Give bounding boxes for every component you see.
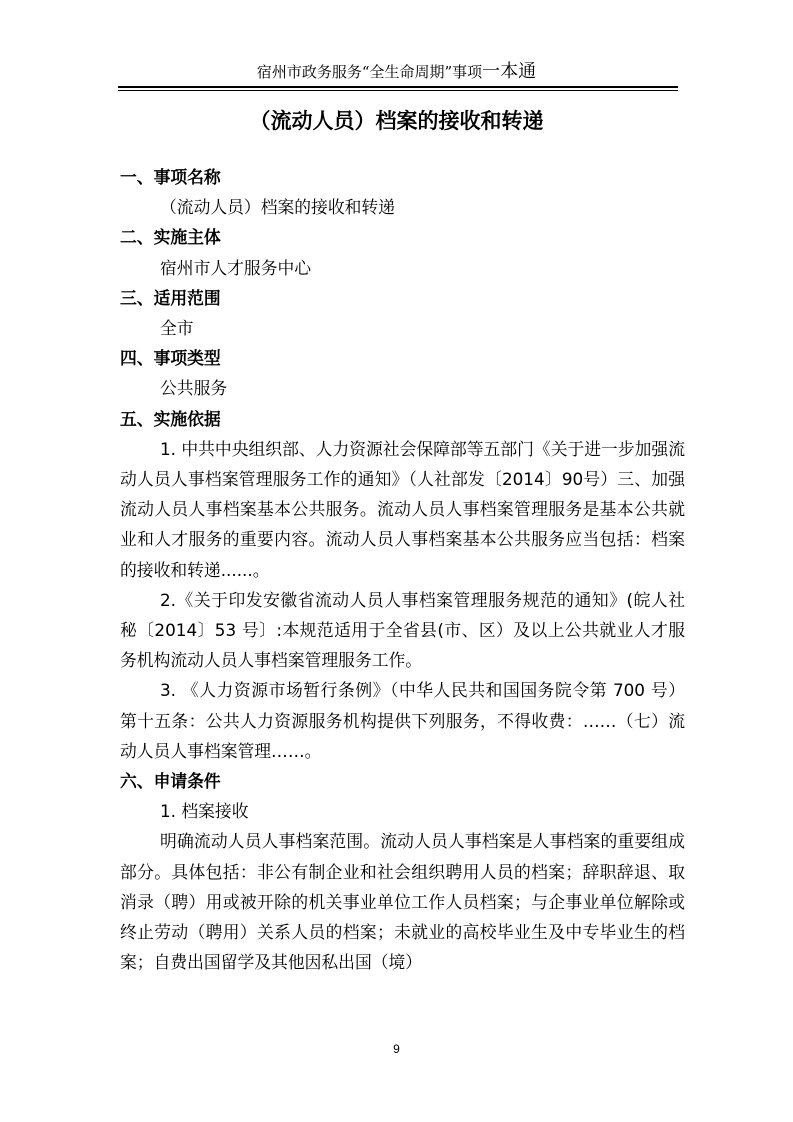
header-rule-thick (118, 86, 678, 88)
header-suffix: 一本通 (482, 61, 537, 82)
section-value-subject: 宿州市人才服务中心 (160, 257, 312, 278)
section-value-scope: 全市 (160, 318, 194, 339)
section-heading-scope: 三、适用范围 (120, 287, 221, 308)
page-title: （流动人员）档案的接收和转递 (249, 109, 544, 133)
header-rule-thin (118, 90, 678, 91)
document-body (120, 162, 685, 977)
running-header (0, 62, 793, 82)
header-text: 宿州市政务服务“全生命周期”事项 (256, 63, 483, 81)
section-heading-subject: 二、实施主体 (120, 227, 221, 248)
conditions-paragraph-1: 明确流动人员人事档案范围。流动人员人事档案是人事档案的重要组成部分。具体包括：非公有制企业和社会组织聘用人员的档案；辞职辞退、取消录（聘）用或被开除的机关事业单位工作人员档案；与企事业单位解除或终止劳动（聘用）关系人员的档案；未就业的高校毕业生及中专毕业生的档案；自费出国留学及其他因私出国（境） (120, 831, 685, 973)
basis-paragraph-3: 3. 《人力资源市场暂行条例》（中华人民共和国国务院令第 700 号）第十五条：公共人力资源服务机构提供下列服务，不得收费：……（七）流动人员人事档案管理……。 (120, 680, 685, 761)
section-heading-name: 一、事项名称 (120, 167, 221, 187)
section-heading-conditions: 六、申请条件 (120, 771, 221, 792)
section-value-name: （流动人员）档案的接收和转递 (160, 197, 395, 218)
conditions-subheading: 1. 档案接收 (160, 801, 249, 822)
section-value-type: 公共服务 (160, 378, 228, 399)
section-heading-type: 四、事项类型 (120, 348, 221, 369)
basis-paragraph-2: 2.《关于印发安徽省流动人员人事档案管理服务规范的通知》(皖人社秘〔2014〕53 号〕:本规范适用于全省县(市、区）及以上公共就业人才服务机构流动人员人事档案管理服务工作。 (120, 589, 685, 671)
page-number: 9 (393, 1042, 400, 1056)
section-heading-basis: 五、实施依据 (120, 408, 221, 429)
basis-paragraph-1: 1. 中共中央组织部、人力资源社会保障部等五部门《关于进一步加强流动人员人事档案管理服务工作的通知》（人社部发〔2014〕90号）三、加强流动人员人事档案基本公共服务。流动人员人事档案管理服务是基本公共就业和人才服务的重要内容。流动人员人事档案基本公共服务应当包括：档案的接收和转递......。 (120, 438, 685, 580)
